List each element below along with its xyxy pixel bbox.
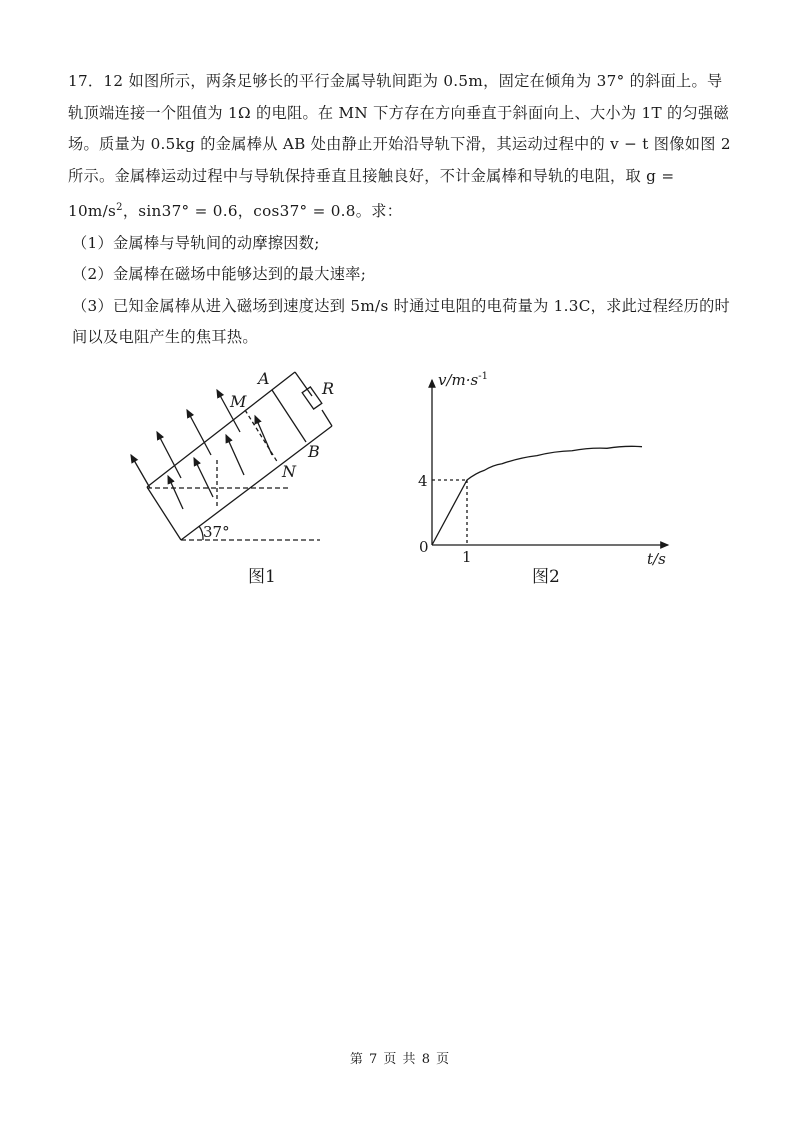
figure-2-caption: 图2 (532, 567, 560, 587)
intro-superscript: 2 (116, 202, 123, 213)
angle-label: 37° (203, 523, 230, 541)
field-arrow (226, 435, 244, 475)
resistor-symbol (302, 387, 322, 409)
question-2: （2）金属棒在磁场中能够达到的最大速率; (72, 265, 367, 284)
question-3: （3）已知金属棒从进入磁场到速度达到 5m/s 时通过电阻的电荷量为 1.3C，求此过程经历的时间以及电阻产生的焦耳热。 (72, 296, 731, 347)
tick-y-4: 4 (418, 472, 428, 490)
field-arrow (187, 410, 211, 455)
x-axis-label: t/s (647, 550, 666, 568)
figure-2-graph (432, 380, 668, 545)
field-arrow (255, 416, 272, 455)
origin-label: 0 (419, 538, 429, 556)
field-arrow (168, 476, 183, 509)
field-arrows (131, 390, 272, 509)
label-M: M (230, 392, 247, 411)
field-arrow (157, 432, 181, 478)
label-B: B (308, 442, 320, 461)
field-arrow (131, 455, 150, 488)
bar-AB (272, 390, 306, 442)
label-A: A (258, 369, 270, 388)
top-connector-2 (322, 410, 332, 426)
upper-rail (147, 372, 295, 487)
label-R: R (322, 379, 335, 398)
page-footer: 第 7 页 共 8 页 (349, 1052, 451, 1067)
boundary-MN (245, 410, 278, 463)
vt-curve (432, 446, 642, 545)
field-arrow (194, 458, 213, 497)
intro-tail: ，sin37° = 0.6，cos37° = 0.8。求： (122, 202, 403, 221)
figure-1-caption: 图1 (248, 567, 276, 587)
label-N: N (282, 462, 296, 481)
intro-text: 17．12 如图所示，两条足够长的平行金属导轨间距为 0.5m，固定在倾角为 37° 的斜面上。导轨顶端连接一个阻值为 1Ω 的电阻。在 MN 下方存在方向垂直于斜面向上、大小为 1T 的匀强磁场。质量为 0.5kg 的金属棒从 AB 处由静止开始沿导轨下滑，其运动过程中的 v − t 图像如图 2 所示。金属棒运动过程中与导轨保持垂直且接触良好，不计金属棒和导轨的电阻，取 g = 10m/s (68, 72, 731, 221)
question-1: （1）金属棒与导轨间的动摩擦因数; (72, 233, 320, 252)
y-axis-label: $v/m\cdot s^{-1}$ (438, 371, 488, 389)
tick-x-1: 1 (462, 548, 472, 566)
